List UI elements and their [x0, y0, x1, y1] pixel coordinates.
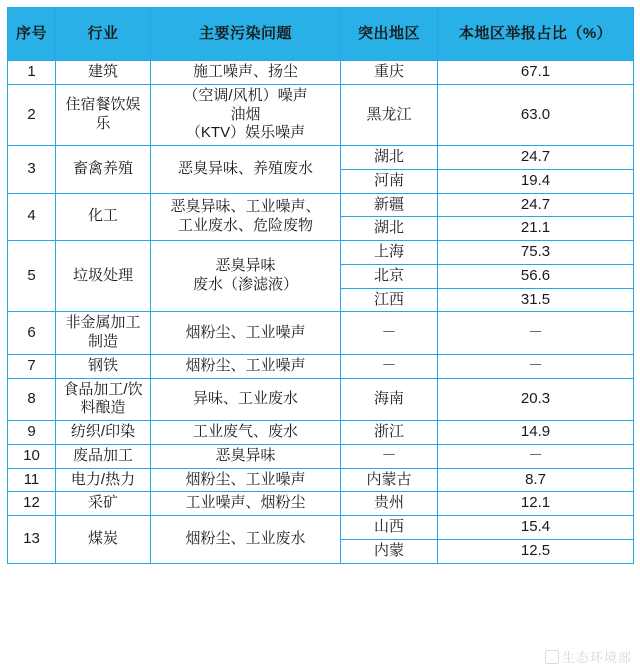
table-header	[8, 8, 634, 61]
cell-index: 9	[8, 421, 56, 445]
cell-problem: 恶臭异味	[151, 444, 341, 468]
cell-problem: 恶臭异味 废水（渗滤液）	[151, 241, 341, 312]
cell-region: 湖北	[341, 217, 438, 241]
table-row	[8, 421, 634, 445]
cell-percent: 8.7	[438, 468, 634, 492]
column-header-index: 序号	[8, 8, 56, 61]
cell-region: 贵州	[341, 492, 438, 516]
cell-index: 11	[8, 468, 56, 492]
cell-industry: 垃圾处理	[56, 241, 151, 312]
cell-percent: 12.1	[438, 492, 634, 516]
cell-problem: 异味、工业废水	[151, 378, 341, 421]
cell-region: 江西	[341, 288, 438, 312]
cell-index: 13	[8, 516, 56, 564]
cell-percent: 67.1	[438, 61, 634, 85]
table-row	[8, 378, 634, 421]
cell-industry: 采矿	[56, 492, 151, 516]
column-header-industry: 行业	[56, 8, 151, 61]
table-row	[8, 312, 634, 355]
table-row	[8, 444, 634, 468]
cell-industry: 畜禽养殖	[56, 146, 151, 194]
cell-region: 黑龙江	[341, 84, 438, 145]
watermark-text: 生态环境部	[561, 650, 632, 665]
cell-region: 内蒙	[341, 539, 438, 563]
cell-index: 4	[8, 193, 56, 241]
cell-industry: 电力/热力	[56, 468, 151, 492]
cell-percent: 75.3	[438, 241, 634, 265]
cell-index: 12	[8, 492, 56, 516]
cell-industry: 钢铁	[56, 354, 151, 378]
cell-percent: 20.3	[438, 378, 634, 421]
cell-percent: 21.1	[438, 217, 634, 241]
cell-region: 浙江	[341, 421, 438, 445]
cell-problem: 恶臭异味、养殖废水	[151, 146, 341, 194]
cell-index: 7	[8, 354, 56, 378]
cell-problem: 恶臭异味、工业噪声、 工业废水、危险废物	[151, 193, 341, 241]
cell-problem: 烟粉尘、工业废水	[151, 516, 341, 564]
cell-percent: －	[438, 444, 634, 468]
cell-industry: 食品加工/饮料酿造	[56, 378, 151, 421]
watermark-logo-icon	[545, 650, 559, 664]
cell-region: 海南	[341, 378, 438, 421]
table-row	[8, 241, 634, 265]
cell-industry: 纺织/印染	[56, 421, 151, 445]
cell-region: 上海	[341, 241, 438, 265]
cell-region: 新疆	[341, 193, 438, 217]
cell-percent: 63.0	[438, 84, 634, 145]
cell-problem: 施工噪声、扬尘	[151, 61, 341, 85]
cell-problem: 工业噪声、烟粉尘	[151, 492, 341, 516]
watermark	[545, 647, 632, 666]
cell-percent: 31.5	[438, 288, 634, 312]
cell-problem: 烟粉尘、工业噪声	[151, 354, 341, 378]
cell-percent: 12.5	[438, 539, 634, 563]
cell-industry: 化工	[56, 193, 151, 241]
cell-industry: 建筑	[56, 61, 151, 85]
table-row	[8, 193, 634, 217]
cell-index: 6	[8, 312, 56, 355]
cell-region: －	[341, 444, 438, 468]
table-row	[8, 492, 634, 516]
cell-percent: 56.6	[438, 264, 634, 288]
table-body	[8, 61, 634, 564]
table-row	[8, 84, 634, 145]
cell-percent: 24.7	[438, 146, 634, 170]
column-header-percent: 本地区举报占比（%）	[438, 8, 634, 61]
cell-index: 3	[8, 146, 56, 194]
cell-problem: 工业废气、废水	[151, 421, 341, 445]
cell-region: 内蒙古	[341, 468, 438, 492]
table-header-row	[8, 8, 634, 61]
cell-percent: 24.7	[438, 193, 634, 217]
cell-industry: 非金属加工制造	[56, 312, 151, 355]
cell-region: 湖北	[341, 146, 438, 170]
cell-percent: －	[438, 354, 634, 378]
cell-problem: 烟粉尘、工业噪声	[151, 468, 341, 492]
column-header-region: 突出地区	[341, 8, 438, 61]
table-row	[8, 146, 634, 170]
table-row	[8, 61, 634, 85]
cell-index: 10	[8, 444, 56, 468]
table-row	[8, 516, 634, 540]
cell-problem: 烟粉尘、工业噪声	[151, 312, 341, 355]
cell-index: 1	[8, 61, 56, 85]
table-row	[8, 468, 634, 492]
column-header-problem: 主要污染问题	[151, 8, 341, 61]
cell-industry: 煤炭	[56, 516, 151, 564]
pollution-summary-table	[7, 7, 634, 564]
cell-industry: 住宿餐饮娱乐	[56, 84, 151, 145]
cell-percent: －	[438, 312, 634, 355]
cell-index: 2	[8, 84, 56, 145]
cell-index: 8	[8, 378, 56, 421]
cell-region: 重庆	[341, 61, 438, 85]
cell-region: 河南	[341, 169, 438, 193]
table-row	[8, 354, 634, 378]
cell-problem: （空调/风机）噪声 油烟 （KTV）娱乐噪声	[151, 84, 341, 145]
cell-region: －	[341, 312, 438, 355]
cell-percent: 14.9	[438, 421, 634, 445]
cell-region: 北京	[341, 264, 438, 288]
cell-region: －	[341, 354, 438, 378]
cell-percent: 19.4	[438, 169, 634, 193]
cell-industry: 废品加工	[56, 444, 151, 468]
cell-percent: 15.4	[438, 516, 634, 540]
cell-index: 5	[8, 241, 56, 312]
cell-region: 山西	[341, 516, 438, 540]
